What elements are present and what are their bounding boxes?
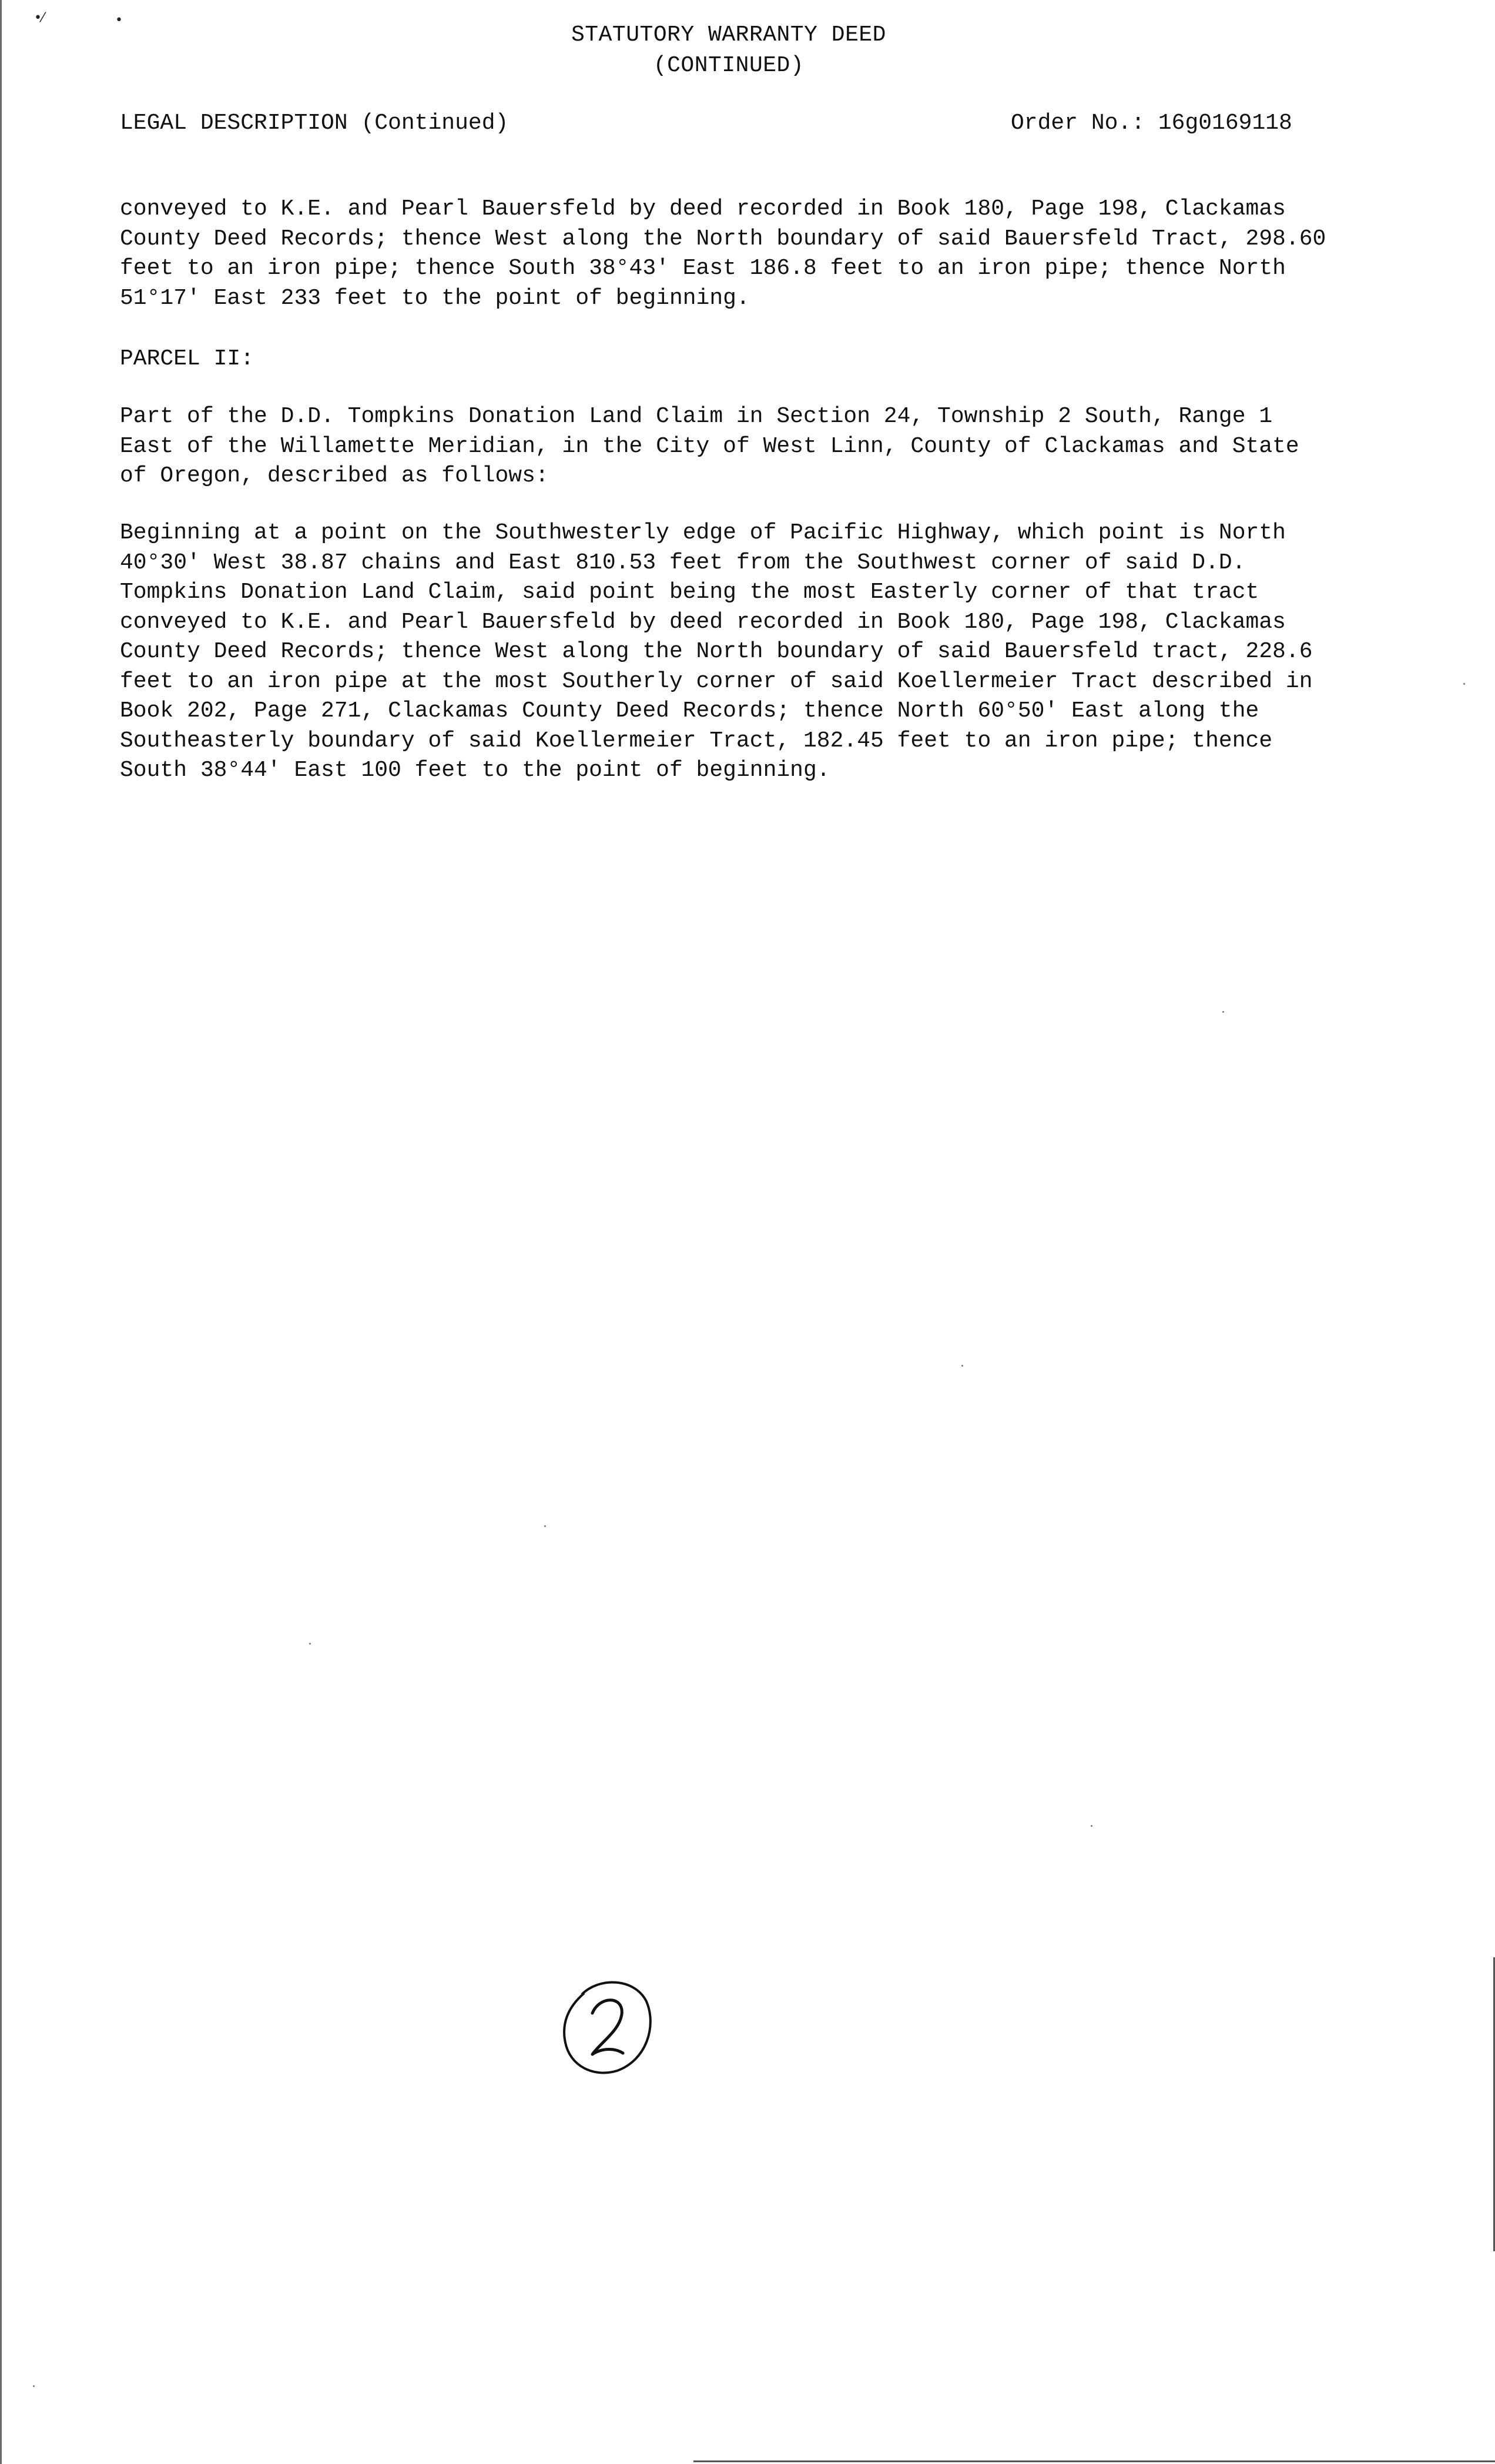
- scan-artifact-mark: •⁄: [34, 11, 44, 25]
- parcel-intro-paragraph: Part of the D.D. Tompkins Donation Land Claim in Section 24, Township 2 South, Range 1 East of the Willamette Meridian, in the City of West Linn, County of Clackamas and State of Oregon, described as follows:: [120, 404, 1299, 488]
- parcel-heading: PARCEL II:: [120, 346, 254, 371]
- handwritten-circle: [564, 1982, 651, 2073]
- scan-speck: [961, 1365, 963, 1367]
- page-left-edge: [0, 0, 2, 2464]
- document-subtitle: (CONTINUED): [653, 53, 805, 78]
- document-title: STATUTORY WARRANTY DEED: [571, 22, 886, 48]
- scan-speck: [544, 1525, 546, 1527]
- scan-speck: [33, 2385, 35, 2387]
- handwritten-digit-2: [592, 2000, 623, 2054]
- scan-speck: [1463, 683, 1465, 685]
- section-label: LEGAL DESCRIPTION (Continued): [120, 111, 509, 136]
- scan-speck: [1222, 1011, 1224, 1013]
- order-number: Order No.: 16g0169118: [1011, 111, 1292, 136]
- parcel-description-paragraph: Beginning at a point on the Southwesterly edge of Pacific Highway, which point is North 40°30′ West 38.87 chains and East 810.53 feet from the Southwest corner of said D.D. Tompkins Donation Land Claim, said point being the most Easterly corner of that tract conveyed to K.E. and Pearl Bauersfeld by deed recorded in Book 180, Page 198, Clackamas County Deed Records; thence West along the North boundary of said Bauersfeld tract, 228.6 feet to an iron pipe at the most Southerly corner of said Koellermeier Tract described in Book 202, Page 271, Clackamas County Deed Records; thence North 60°50′ East along the Southeasterly boundary of said Koellermeier Tract, 182.45 feet to an iron pipe; thence South 38°44′ East 100 feet to the point of beginning.: [120, 520, 1313, 783]
- continued-legal-text: conveyed to K.E. and Pearl Bauersfeld by deed recorded in Book 180, Page 198, Clackamas County Deed Records; thence West along the North boundary of said Bauersfeld Tract, 298.60 feet to an iron pipe; thence South 38°43′ East 186.8 feet to an iron pipe; thence North 51°17′ East 233 feet to the point of beginning.: [120, 196, 1326, 311]
- bottom-edge-line: [693, 2460, 1495, 2462]
- handwritten-page-number: [558, 1972, 658, 2078]
- scan-speck: [309, 1643, 311, 1645]
- scan-artifact-dot: •: [115, 13, 123, 28]
- scan-speck: [1091, 1825, 1092, 1827]
